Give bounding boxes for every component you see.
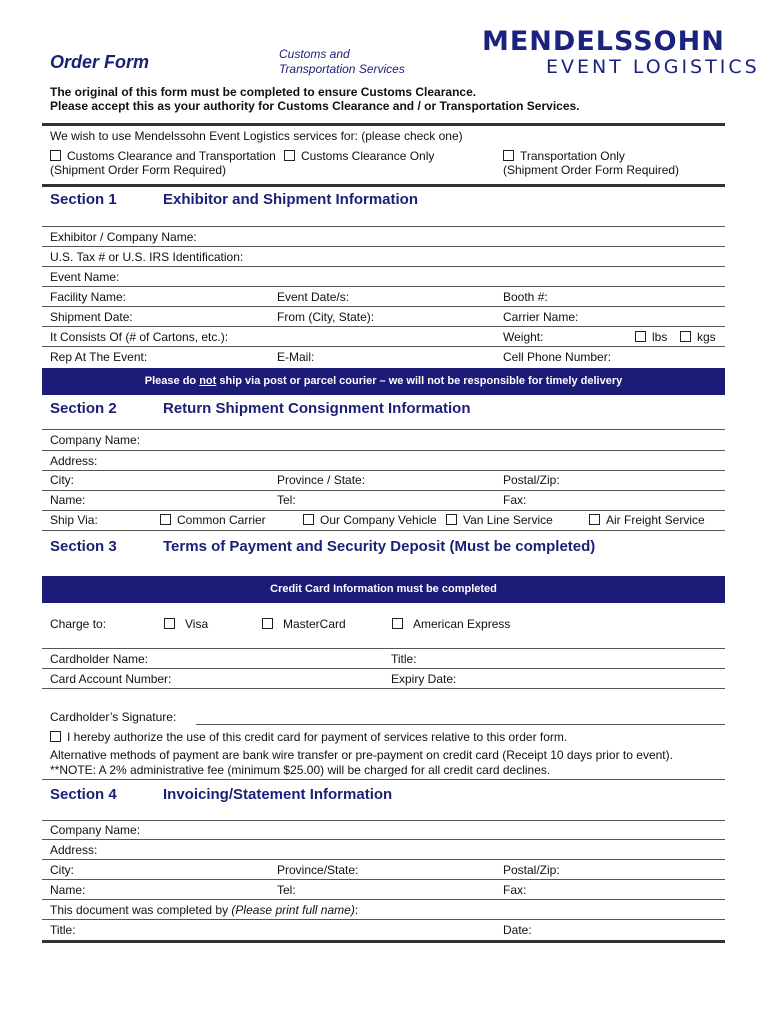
divider [42,123,725,126]
option-label: Customs Clearance and Transportation [67,149,276,163]
alt-methods-text: Alternative methods of payment are bank wire transfer or pre-payment on credit card (Receipt 10 days prior to event). [50,748,673,762]
row-line [42,859,725,860]
section1-title: Exhibitor and Shipment Information [163,191,418,208]
tax-field-label: U.S. Tax # or U.S. IRS Identification: [50,250,244,264]
section1-number: Section 1 [50,191,117,208]
title-field-label: Title: [50,923,76,937]
province-field-label: Province / State: [277,473,366,487]
option-label: kgs [697,330,716,344]
address-field-label: Address: [50,454,98,468]
row-line [42,306,725,307]
booth-field-label: Booth #: [503,290,548,304]
checkbox-icon[interactable] [262,618,273,629]
account-field-label: Card Account Number: [50,672,172,686]
checkbox-icon[interactable] [50,731,61,742]
expiry-field-label: Expiry Date: [391,672,457,686]
postal-field-label: Postal/Zip: [503,473,560,487]
checkbox-icon[interactable] [680,331,691,342]
notice-line1: The original of this form must be completed to ensure Customs Clearance. [50,85,477,99]
row-line [42,326,725,327]
row-line [42,899,725,900]
city-field-label: City: [50,863,74,877]
row-line [42,226,725,227]
row-line [42,429,725,430]
row-line [42,266,725,267]
completed-by-text: This document was completed by [50,903,232,917]
service-option-transport-only[interactable] [503,149,625,163]
subtitle-line2: Transportation Services [279,62,405,76]
lbs-checkbox[interactable] [635,330,667,344]
section4-title: Invoicing/Statement Information [163,786,393,803]
row-line [42,688,725,689]
name-field-label: Name: [50,883,86,897]
row-line [42,839,725,840]
option-label: Van Line Service [463,513,553,527]
row-line [42,779,725,780]
logo-main-text: MENDELSSOHN [482,26,725,57]
mastercard-checkbox[interactable] [262,617,346,631]
kgs-checkbox[interactable] [680,330,716,344]
checkbox-icon[interactable] [635,331,646,342]
company-vehicle-checkbox[interactable] [303,513,437,527]
row-line [42,668,725,669]
option-label: MasterCard [283,617,346,631]
row-line [42,246,725,247]
postal-field-label: Postal/Zip: [503,863,560,877]
card-title-field-label: Title: [391,652,417,666]
option-label: I hereby authorize the use of this credit card for payment of services relative to this order form. [67,730,568,744]
notice-line2: Please accept this as your authority for Customs Clearance and / or Transportation Services. [50,99,580,113]
shipment-date-field-label: Shipment Date: [50,310,133,324]
option-label: Air Freight Service [606,513,705,527]
completed-by-hint: (Please print full name) [231,903,355,917]
checkbox-icon[interactable] [284,150,295,161]
checkbox-icon[interactable] [446,514,457,525]
row-line [42,919,725,920]
facility-field-label: Facility Name: [50,290,127,304]
credit-card-band: Credit Card Information must be completed [42,576,725,603]
completed-by-colon: : [354,903,359,917]
option-label: Visa [185,617,209,631]
row-line [42,450,725,451]
tel-field-label: Tel: [277,493,296,507]
option-label: American Express [413,617,511,631]
row-line [42,346,725,347]
checkbox-icon[interactable] [164,618,175,629]
ship-via-label: Ship Via: [50,513,98,527]
carrier-field-label: Carrier Name: [503,310,579,324]
service-option-clearance-transport[interactable] [50,149,276,163]
date-field-label: Date: [503,923,532,937]
company-field-label: Company Name: [50,823,141,837]
row-line [42,470,725,471]
completed-by-label [50,903,358,917]
option-label: Common Carrier [177,513,266,527]
amex-checkbox[interactable] [392,617,510,631]
service-option-clearance-only[interactable] [284,149,434,163]
checkbox-icon[interactable] [303,514,314,525]
fax-field-label: Fax: [503,493,527,507]
row-line [42,820,725,821]
van-line-checkbox[interactable] [446,513,553,527]
decline-fee-note: **NOTE: A 2% administrative fee (minimum $25.00) will be charged for all credit card declines. [50,763,551,777]
checkbox-icon[interactable] [50,150,61,161]
checkbox-icon[interactable] [589,514,600,525]
cell-field-label: Cell Phone Number: [503,350,612,364]
row-line [42,286,725,287]
option-label: lbs [652,330,668,344]
row-line [42,530,725,531]
band-text: ship via post or parcel courier – we will not be responsible for timely delivery [216,375,623,387]
cardholder-field-label: Cardholder Name: [50,652,149,666]
section4-number: Section 4 [50,786,117,803]
visa-checkbox[interactable] [164,617,208,631]
consists-field-label: It Consists Of (# of Cartons, etc.): [50,330,229,344]
event-dates-field-label: Event Date/s: [277,290,350,304]
exhibitor-field-label: Exhibitor / Company Name: [50,230,197,244]
service-option-note: (Shipment Order Form Required) [50,163,227,177]
signature-line[interactable] [196,724,725,725]
service-option-note: (Shipment Order Form Required) [503,163,680,177]
checkbox-icon[interactable] [503,150,514,161]
section2-number: Section 2 [50,400,117,417]
city-field-label: City: [50,473,74,487]
checkbox-icon[interactable] [160,514,171,525]
option-label: Customs Clearance Only [301,149,435,163]
row-line [42,490,725,491]
divider [42,940,725,943]
event-name-field-label: Event Name: [50,270,120,284]
name-field-label: Name: [50,493,86,507]
band-text: Please do [144,375,200,387]
page-title: Order Form [50,52,150,72]
option-label: Transportation Only [520,149,625,163]
logo-sub-text: EVENT LOGISTICS [546,56,760,78]
section2-title: Return Shipment Consignment Information [163,400,471,417]
checkbox-icon[interactable] [392,618,403,629]
band-text-not: not [199,375,217,387]
row-line [42,510,725,511]
row-line [42,648,725,649]
air-freight-checkbox[interactable] [589,513,705,527]
section3-number: Section 3 [50,538,117,555]
email-field-label: E-Mail: [277,350,315,364]
signature-field-label: Cardholder’s Signature: [50,710,177,724]
authorize-checkbox[interactable] [50,730,567,744]
section3-title: Terms of Payment and Security Deposit (Must be completed) [163,538,596,555]
company-field-label: Company Name: [50,433,141,447]
courier-warning-band [42,368,725,395]
services-intro: We wish to use Mendelssohn Event Logistics services for: (please check one) [50,129,463,143]
subtitle-line1: Customs and [279,47,350,61]
row-line [42,879,725,880]
fax-field-label: Fax: [503,883,527,897]
province-field-label: Province/State: [277,863,359,877]
divider [42,184,725,187]
from-field-label: From (City, State): [277,310,375,324]
weight-field-label: Weight: [503,330,544,344]
rep-field-label: Rep At The Event: [50,350,148,364]
tel-field-label: Tel: [277,883,296,897]
charge-to-label: Charge to: [50,617,107,631]
address-field-label: Address: [50,843,98,857]
common-carrier-checkbox[interactable] [160,513,266,527]
option-label: Our Company Vehicle [320,513,437,527]
